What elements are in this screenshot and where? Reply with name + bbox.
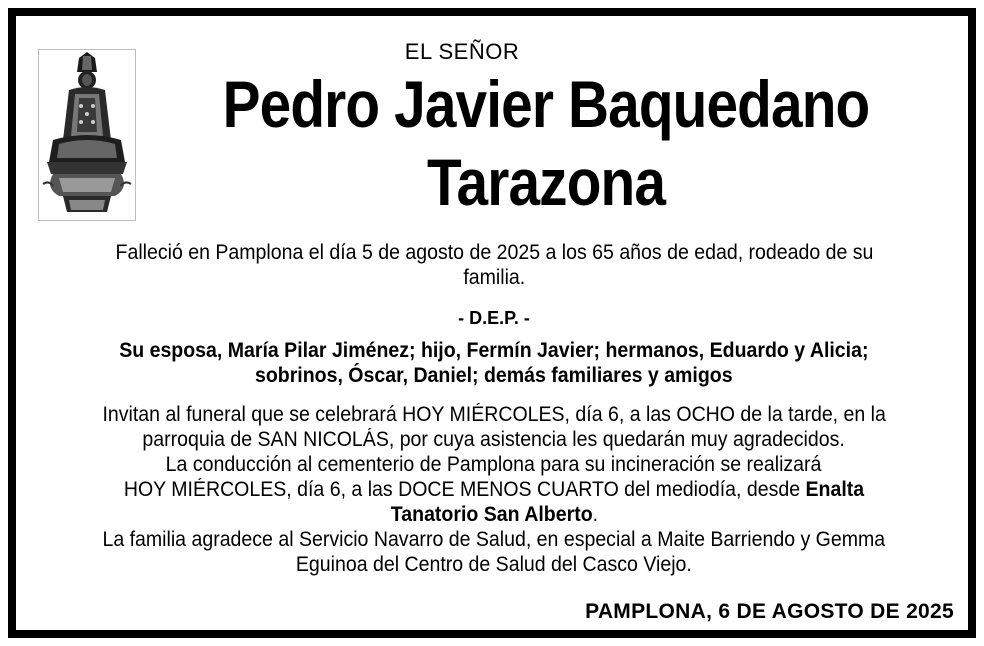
thanks-line-1: La familia agradece al Servicio Navarro de Salud, en especial a Maite Barriendo y Gemma bbox=[102, 528, 886, 551]
transfer-line-1: La conducción al cementerio de Pamplona para su incineración se realizará bbox=[166, 453, 822, 476]
honorific-title: EL SEÑOR bbox=[404, 39, 520, 64]
obituary-frame bbox=[8, 8, 976, 638]
transfer-line-3 bbox=[390, 502, 597, 527]
transfer-line-2-bold: Enalta bbox=[805, 478, 865, 501]
funeral-line-2: parroquia de SAN NICOLÁS, por cuya asistencia les quedarán muy agradecidos. bbox=[142, 428, 846, 451]
family-line-2: sobrinos, Óscar, Daniel; demás familiares y amigos bbox=[255, 364, 733, 387]
deceased-name-line2: Tarazona bbox=[426, 145, 666, 219]
funeral-line-1: Invitan al funeral que se celebrará HOY MIÉRCOLES, día 6, a las OCHO de la tarde, en la bbox=[102, 403, 886, 426]
tanatorio-name: Tanatorio San Alberto bbox=[390, 503, 593, 526]
death-line-2: familia. bbox=[463, 266, 525, 289]
death-announcement bbox=[34, 240, 954, 290]
deceased-name-line1: Pedro Javier Baquedano bbox=[222, 67, 870, 141]
family-members bbox=[34, 338, 954, 388]
thanks-line-2: Eguinoa del Centro de Salud del Casco Viejo. bbox=[296, 553, 692, 576]
transfer-line-2-prefix: HOY MIÉRCOLES, día 6, a las DOCE MENOS CUARTO del mediodía, desde bbox=[123, 478, 806, 501]
transfer-line-3-suffix: . bbox=[592, 503, 598, 526]
family-line-1: Su esposa, María Pilar Jiménez; hijo, Fermín Javier; hermanos, Eduardo y Alicia; bbox=[119, 339, 869, 362]
place-date-signature: PAMPLONA, 6 DE AGOSTO DE 2025 bbox=[585, 600, 954, 623]
death-line-1: Falleció en Pamplona el día 5 de agosto de 2025 a los 65 años de edad, rodeado de su bbox=[115, 241, 873, 264]
saint-statue-image bbox=[38, 49, 136, 221]
funeral-info bbox=[34, 402, 954, 577]
rip-label: - D.E.P. - bbox=[458, 308, 530, 328]
saint-statue-icon bbox=[39, 50, 135, 220]
transfer-line-2 bbox=[124, 477, 864, 502]
